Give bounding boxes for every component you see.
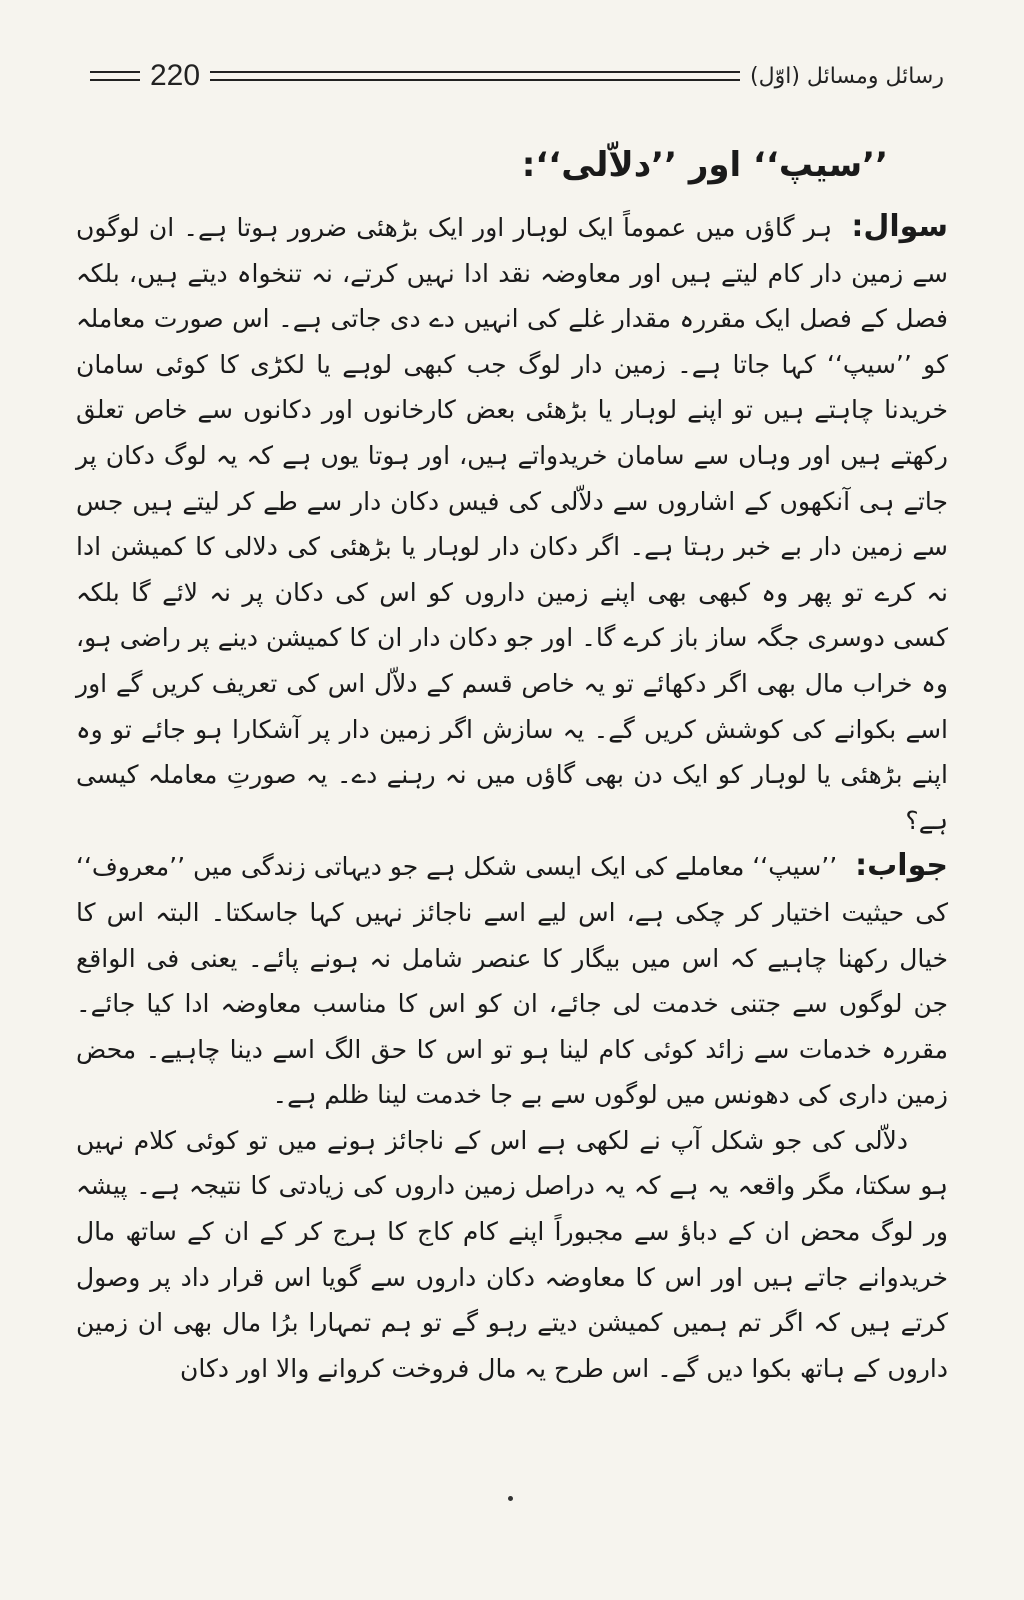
question-paragraph bbox=[76, 204, 948, 843]
ink-dot bbox=[508, 1496, 513, 1501]
header-rule-middle bbox=[210, 71, 740, 81]
answer-paragraph bbox=[76, 843, 948, 1118]
answer-text: ’’سیپ‘‘ معاملے کی ایک ایسی شکل ہے جو دیہاتی زندگی میں ’’معروف‘‘ کی حیثیت اختیار کر چکی ہے، اس لیے اسے ناجائز نہیں کہا جاسکتا۔ البتہ اس کا خیال رکھنا چاہیے کہ اس میں بیگار کا عنصر شامل نہ ہونے پائے۔ یعنی فی الواقع جن لوگوں سے جتنی خدمت لی جائے، ان کو اس کا مناسب معاوضہ ادا کیا جائے۔ مقررہ خدمات سے زائد کوئی کام لینا ہو تو اس کا حق الگ اسے دینا چاہیے۔ محض زمین داری کی دھونس میں لوگوں سے بے جا خدمت لینا ظلم ہے۔ bbox=[76, 852, 948, 1110]
page-number: 220 bbox=[150, 59, 201, 92]
running-title: رسائل ومسائل (اوّل) bbox=[750, 63, 944, 89]
question-text: ہر گاؤں میں عموماً ایک لوہار اور ایک بڑھئی ضرور ہوتا ہے۔ ان لوگوں سے زمین دار کام لیتے ہیں اور معاوضہ نقد ادا نہیں کرتے، نہ تنخواہ دیتے ہیں، بلکہ فصل کے فصل ایک مقررہ مقدار غلے کی انہیں دے دی جاتی ہے۔ اس صورت معاملہ کو ’’سیپ‘‘ کہا جاتا ہے۔ زمین دار لوگ جب کبھی لوہے یا لکڑی کا کوئی سامان خریدنا چاہتے ہیں تو اپنے لوہار یا بڑھئی بعض کارخانوں اور دکانوں سے خاص تعلق رکھتے ہیں اور وہاں سے سامان خریدواتے ہیں، اور ہوتا یوں ہے کہ یہ لوگ دکان پر جاتے ہی آنکھوں کے اشاروں سے دلاّلی کی فیس دکان دار سے طے کر لیتے ہیں جس سے زمین دار بے خبر رہتا ہے۔ اگر دکان دار لوہار یا بڑھئی کی دلالی کا کمیشن ادا نہ کرے تو پھر وہ کبھی بھی اپنے زمین داروں کو اس کی دکان پر نہ لائے گا بلکہ کسی دوسری جگہ ساز باز کرے گا۔ اور جو دکان دار ان کا کمیشن دینے پر راضی ہو، وہ خراب مال بھی اگر دکھائے تو یہ خاص قسم کے دلاّل اس کی تعریف کریں گے اور اسے بکوانے کی کوشش کریں گے۔ یہ سازش اگر زمین دار پر آشکارا ہو جائے تو وہ اپنے بڑھئی یا لوہار کو ایک دن بھی گاؤں میں نہ رہنے دے۔ یہ صورتِ معاملہ کیسی ہے؟ bbox=[76, 213, 948, 835]
answer-text-2: دلاّلی کی جو شکل آپ نے لکھی ہے اس کے ناجائز ہونے میں تو کوئی کلام نہیں ہو سکتا، مگر واقعہ یہ ہے کہ یہ دراصل زمین داروں کی زیادتی کا نتیجہ ہے۔ پیشہ ور لوگ محض ان کے دباؤ سے مجبوراً اپنے کام کاج کا ہرج کر کے ان کے ساتھ مال خریدوانے جاتے ہیں اور اس کا معاوضہ دکان داروں سے گویا اس قرار داد پر وصول کرتے ہیں کہ اگر تم ہمیں کمیشن دیتے رہو گے تو ہم تمہارا برُا مال بھی ان زمین داروں کے ہاتھ بکوا دیں گے۔ اس طرح یہ مال فروخت کروانے والا اور دکان bbox=[76, 1125, 948, 1383]
answer-label: جواب: bbox=[855, 848, 949, 884]
page-body bbox=[76, 140, 948, 1391]
question-label: سوال: bbox=[851, 209, 948, 244]
header-rule-left bbox=[90, 71, 140, 81]
page-header bbox=[80, 56, 944, 96]
section-title: ’’سیپ‘‘ اور ’’دلاّلی‘‘: bbox=[521, 145, 888, 185]
answer-paragraph-2 bbox=[76, 1118, 948, 1392]
